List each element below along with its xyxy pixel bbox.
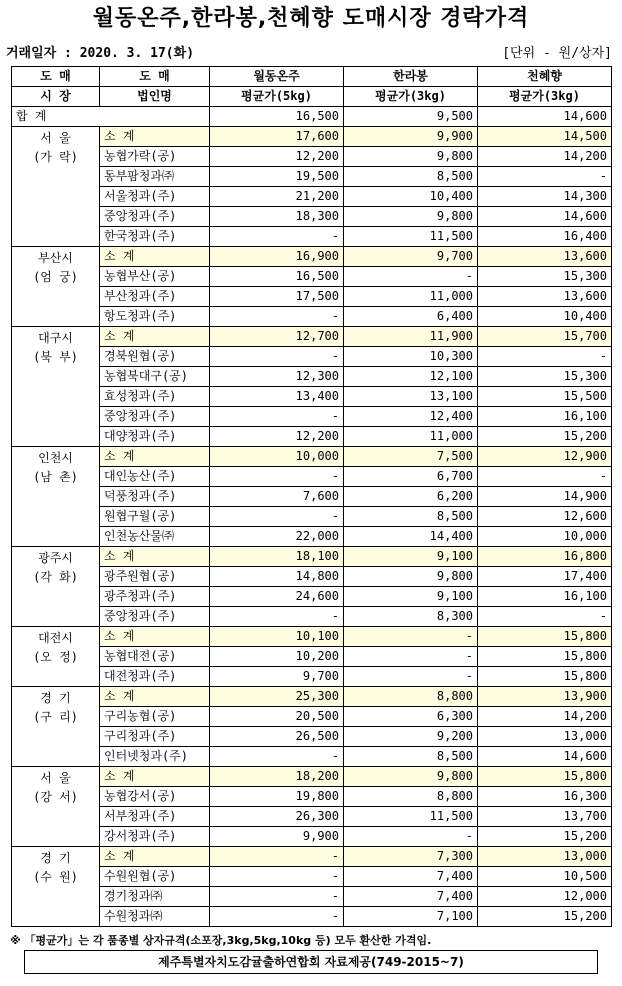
price-product-2: 9,800 [344,567,478,587]
price-product-1: 19,500 [210,167,344,187]
corp-name: 대양청과(주) [100,427,210,447]
corp-name: 소 계 [100,687,210,707]
price-product-1: 16,900 [210,247,344,267]
table-row [12,827,612,847]
table-row [12,387,612,407]
price-product-1: 24,600 [210,587,344,607]
source-box: 제주특별자치도감귤출하연합회 자료제공(749-2015~7) [24,950,598,974]
price-product-3: 15,300 [478,367,612,387]
header-product-2: 한라봉 [344,67,478,87]
table-row [12,807,612,827]
price-product-1: 10,200 [210,647,344,667]
price-product-2: 9,700 [344,247,478,267]
price-product-1: - [210,607,344,627]
price-product-1: - [210,507,344,527]
table-row [12,167,612,187]
price-product-3: 14,900 [478,487,612,507]
subtotal-row [12,547,612,567]
price-product-2: 7,300 [344,847,478,867]
unit-label: [단위 - 원/상자] [502,46,612,61]
market-cell [12,767,100,847]
price-product-3: 12,600 [478,507,612,527]
table-row [12,707,612,727]
table-row [12,567,612,587]
table-row [12,307,612,327]
price-product-2: 7,100 [344,907,478,927]
market-cell [12,687,100,767]
market-name: 경 기 [40,851,71,865]
table-row [12,667,612,687]
corp-name: 인터넷청과(주) [100,747,210,767]
price-product-1: 16,500 [210,267,344,287]
table-row [12,267,612,287]
table-row [12,887,612,907]
price-product-3: 15,500 [478,387,612,407]
price-product-3: 15,800 [478,647,612,667]
table-row [12,467,612,487]
market-district: (각 화) [33,570,78,584]
price-product-3: 15,800 [478,767,612,787]
market-name: 광주시 [38,551,73,565]
price-product-3: 14,300 [478,187,612,207]
table-row [12,867,612,887]
price-product-3: 16,100 [478,587,612,607]
header-corp-top: 도 매 [100,67,210,87]
total-value-2: 9,500 [344,107,478,127]
price-product-1: 18,100 [210,547,344,567]
price-product-1: 21,200 [210,187,344,207]
price-product-1: 10,100 [210,627,344,647]
price-product-1: 26,500 [210,727,344,747]
corp-name: 중앙청과(주) [100,607,210,627]
price-product-2: - [344,627,478,647]
price-product-1: - [210,887,344,907]
price-product-1: 9,700 [210,667,344,687]
price-product-1: 26,300 [210,807,344,827]
price-product-2: 6,200 [344,487,478,507]
corp-name: 한국청과(주) [100,227,210,247]
corp-name: 농협부산(공) [100,267,210,287]
price-product-2: 8,500 [344,507,478,527]
market-district: (가 락) [33,150,78,164]
header-product-3: 천혜향 [478,67,612,87]
table-row [12,427,612,447]
price-product-3: 15,300 [478,267,612,287]
corp-name: 광주원협(공) [100,567,210,587]
price-product-3: 13,000 [478,727,612,747]
corp-name: 구리농협(공) [100,707,210,727]
market-cell [12,447,100,547]
table-row [12,147,612,167]
price-product-2: 10,400 [344,187,478,207]
total-row [12,107,612,127]
corp-name: 소 계 [100,767,210,787]
price-product-3: 10,000 [478,527,612,547]
price-product-3: 13,600 [478,247,612,267]
trade-date: 거래일자 : 2020. 3. 17(화) [6,46,195,61]
subtotal-row [12,627,612,647]
price-product-2: 11,500 [344,227,478,247]
price-product-3: 15,200 [478,907,612,927]
table-row [12,507,612,527]
table-row [12,787,612,807]
table-row [12,287,612,307]
price-product-3: 14,200 [478,147,612,167]
price-product-1: 13,400 [210,387,344,407]
table-row [12,187,612,207]
price-product-3: 14,200 [478,707,612,727]
subtotal-row [12,327,612,347]
price-product-1: 10,000 [210,447,344,467]
header-unit-2: 평균가(3kg) [344,87,478,107]
price-product-1: 20,500 [210,707,344,727]
price-product-2: 6,400 [344,307,478,327]
price-product-3: 10,400 [478,307,612,327]
corp-name: 농협북대구(공) [100,367,210,387]
table-row [12,907,612,927]
header-product-1: 월동온주 [210,67,344,87]
table-row [12,527,612,547]
price-product-3: 13,900 [478,687,612,707]
price-product-1: 12,700 [210,327,344,347]
market-district: (엄 궁) [33,270,78,284]
corp-name: 소 계 [100,327,210,347]
table-row [12,747,612,767]
subtotal-row [12,847,612,867]
price-product-2: 12,400 [344,407,478,427]
market-district: (오 정) [33,650,78,664]
price-product-3: 14,600 [478,207,612,227]
table-row [12,647,612,667]
subtotal-row [12,127,612,147]
price-product-3: 13,000 [478,847,612,867]
price-product-2: 6,300 [344,707,478,727]
corp-name: 광주청과(주) [100,587,210,607]
price-product-1: 22,000 [210,527,344,547]
price-product-2: 9,100 [344,587,478,607]
price-product-1: 12,200 [210,147,344,167]
table-row [12,207,612,227]
corp-name: 소 계 [100,447,210,467]
table-row [12,607,612,627]
corp-name: 농협대전(공) [100,647,210,667]
corp-name: 소 계 [100,547,210,567]
price-product-1: - [210,747,344,767]
price-product-3: - [478,607,612,627]
header-unit-3: 평균가(3kg) [478,87,612,107]
corp-name: 대전청과(주) [100,667,210,687]
corp-name: 서울청과(주) [100,187,210,207]
price-product-3: 13,700 [478,807,612,827]
price-product-2: 6,700 [344,467,478,487]
market-district: (구 리) [33,710,78,724]
footnote: ※ 「평균가」는 각 품종별 상자규격(소포장,3kg,5kg,10kg 등) 모두 환산한 가격임. [10,934,432,947]
market-district: (북 부) [33,350,78,364]
market-cell [12,547,100,627]
price-product-3: 16,400 [478,227,612,247]
price-product-1: - [210,867,344,887]
price-product-2: 8,800 [344,687,478,707]
price-product-1: - [210,407,344,427]
table-row [12,367,612,387]
price-product-2: 9,200 [344,727,478,747]
market-name: 서 울 [40,771,71,785]
table-row [12,727,612,747]
price-product-3: 10,500 [478,867,612,887]
table-row [12,227,612,247]
corp-name: 소 계 [100,627,210,647]
price-product-3: 16,800 [478,547,612,567]
price-product-1: 17,500 [210,287,344,307]
corp-name: 경기청과㈜ [100,887,210,907]
price-product-1: 25,300 [210,687,344,707]
corp-name: 소 계 [100,847,210,867]
table-row [12,347,612,367]
price-product-2: - [344,827,478,847]
market-name: 경 기 [40,691,71,705]
price-product-3: 15,800 [478,667,612,687]
price-product-1: 9,900 [210,827,344,847]
corp-name: 농협강서(공) [100,787,210,807]
market-cell [12,327,100,447]
table-row [12,407,612,427]
corp-name: 소 계 [100,247,210,267]
price-product-3: 15,200 [478,827,612,847]
price-product-2: 7,400 [344,867,478,887]
price-product-3: - [478,467,612,487]
subtotal-row [12,447,612,467]
price-product-1: - [210,907,344,927]
market-name: 대구시 [38,331,73,345]
price-product-3: 15,700 [478,327,612,347]
price-product-3: 16,300 [478,787,612,807]
corp-name: 덕풍청과(주) [100,487,210,507]
corp-name: 중앙청과(주) [100,207,210,227]
price-product-2: 9,900 [344,127,478,147]
corp-name: 강서청과(주) [100,827,210,847]
market-name: 서 울 [40,131,71,145]
total-value-3: 14,600 [478,107,612,127]
price-product-2: 12,100 [344,367,478,387]
price-product-1: 19,800 [210,787,344,807]
price-product-2: 14,400 [344,527,478,547]
corp-name: 서부청과(주) [100,807,210,827]
price-product-3: - [478,347,612,367]
corp-name: 수원원협(공) [100,867,210,887]
market-district: (수 원) [33,870,78,884]
subtotal-row [12,247,612,267]
price-product-3: 14,600 [478,747,612,767]
corp-name: 소 계 [100,127,210,147]
price-product-1: 18,300 [210,207,344,227]
price-product-2: 9,800 [344,147,478,167]
price-product-3: 13,600 [478,287,612,307]
market-cell [12,847,100,927]
market-name: 대전시 [38,631,73,645]
price-product-2: 9,800 [344,207,478,227]
price-product-2: 9,100 [344,547,478,567]
header-corp-bottom: 법인명 [100,87,210,107]
price-table [11,66,612,927]
market-district: (강 서) [33,790,78,804]
price-product-2: - [344,267,478,287]
price-product-1: 12,200 [210,427,344,447]
table-row [12,487,612,507]
corp-name: 부산청과(주) [100,287,210,307]
header-market-top: 도 매 [12,67,100,87]
subtotal-row [12,687,612,707]
price-product-2: 7,400 [344,887,478,907]
price-product-2: 11,500 [344,807,478,827]
total-value-1: 16,500 [210,107,344,127]
price-product-1: 12,300 [210,367,344,387]
price-product-1: - [210,467,344,487]
price-product-2: 8,300 [344,607,478,627]
corp-name: 효성청과(주) [100,387,210,407]
corp-name: 동부팜청과㈜ [100,167,210,187]
price-product-1: 18,200 [210,767,344,787]
price-product-2: 7,500 [344,447,478,467]
price-product-3: 12,000 [478,887,612,907]
price-product-2: 8,800 [344,787,478,807]
corp-name: 수원청과㈜ [100,907,210,927]
header-unit-1: 평균가(5kg) [210,87,344,107]
market-name: 인천시 [38,451,73,465]
price-product-2: 13,100 [344,387,478,407]
price-product-2: 11,900 [344,327,478,347]
price-product-3: 15,200 [478,427,612,447]
price-product-3: 15,800 [478,627,612,647]
price-product-1: 7,600 [210,487,344,507]
total-label: 합 계 [12,107,210,127]
price-product-3: 12,900 [478,447,612,467]
price-product-3: - [478,167,612,187]
market-cell [12,127,100,247]
corp-name: 구리청과(주) [100,727,210,747]
price-product-1: - [210,347,344,367]
market-name: 부산시 [38,251,73,265]
corp-name: 원협구월(공) [100,507,210,527]
corp-name: 중앙청과(주) [100,407,210,427]
market-cell [12,627,100,687]
corp-name: 대인농산(주) [100,467,210,487]
price-product-2: 9,800 [344,767,478,787]
header-market-bottom: 시 장 [12,87,100,107]
market-district: (남 촌) [33,470,78,484]
price-product-2: - [344,647,478,667]
price-product-3: 16,100 [478,407,612,427]
market-cell [12,247,100,327]
price-product-1: 14,800 [210,567,344,587]
corp-name: 경북원협(공) [100,347,210,367]
price-product-2: - [344,667,478,687]
corp-name: 농협가락(공) [100,147,210,167]
corp-name: 인천농산물㈜ [100,527,210,547]
price-product-3: 14,500 [478,127,612,147]
price-product-2: 8,500 [344,747,478,767]
price-product-3: 17,400 [478,567,612,587]
price-product-1: - [210,227,344,247]
page-title: 월동온주,한라봉,천혜향 도매시장 경락가격 [92,6,530,31]
price-product-2: 8,500 [344,167,478,187]
price-product-1: - [210,307,344,327]
corp-name: 항도청과(주) [100,307,210,327]
table-row [12,587,612,607]
price-product-1: 17,600 [210,127,344,147]
price-product-2: 10,300 [344,347,478,367]
price-product-1: - [210,847,344,867]
price-product-2: 11,000 [344,287,478,307]
subtotal-row [12,767,612,787]
price-product-2: 11,000 [344,427,478,447]
